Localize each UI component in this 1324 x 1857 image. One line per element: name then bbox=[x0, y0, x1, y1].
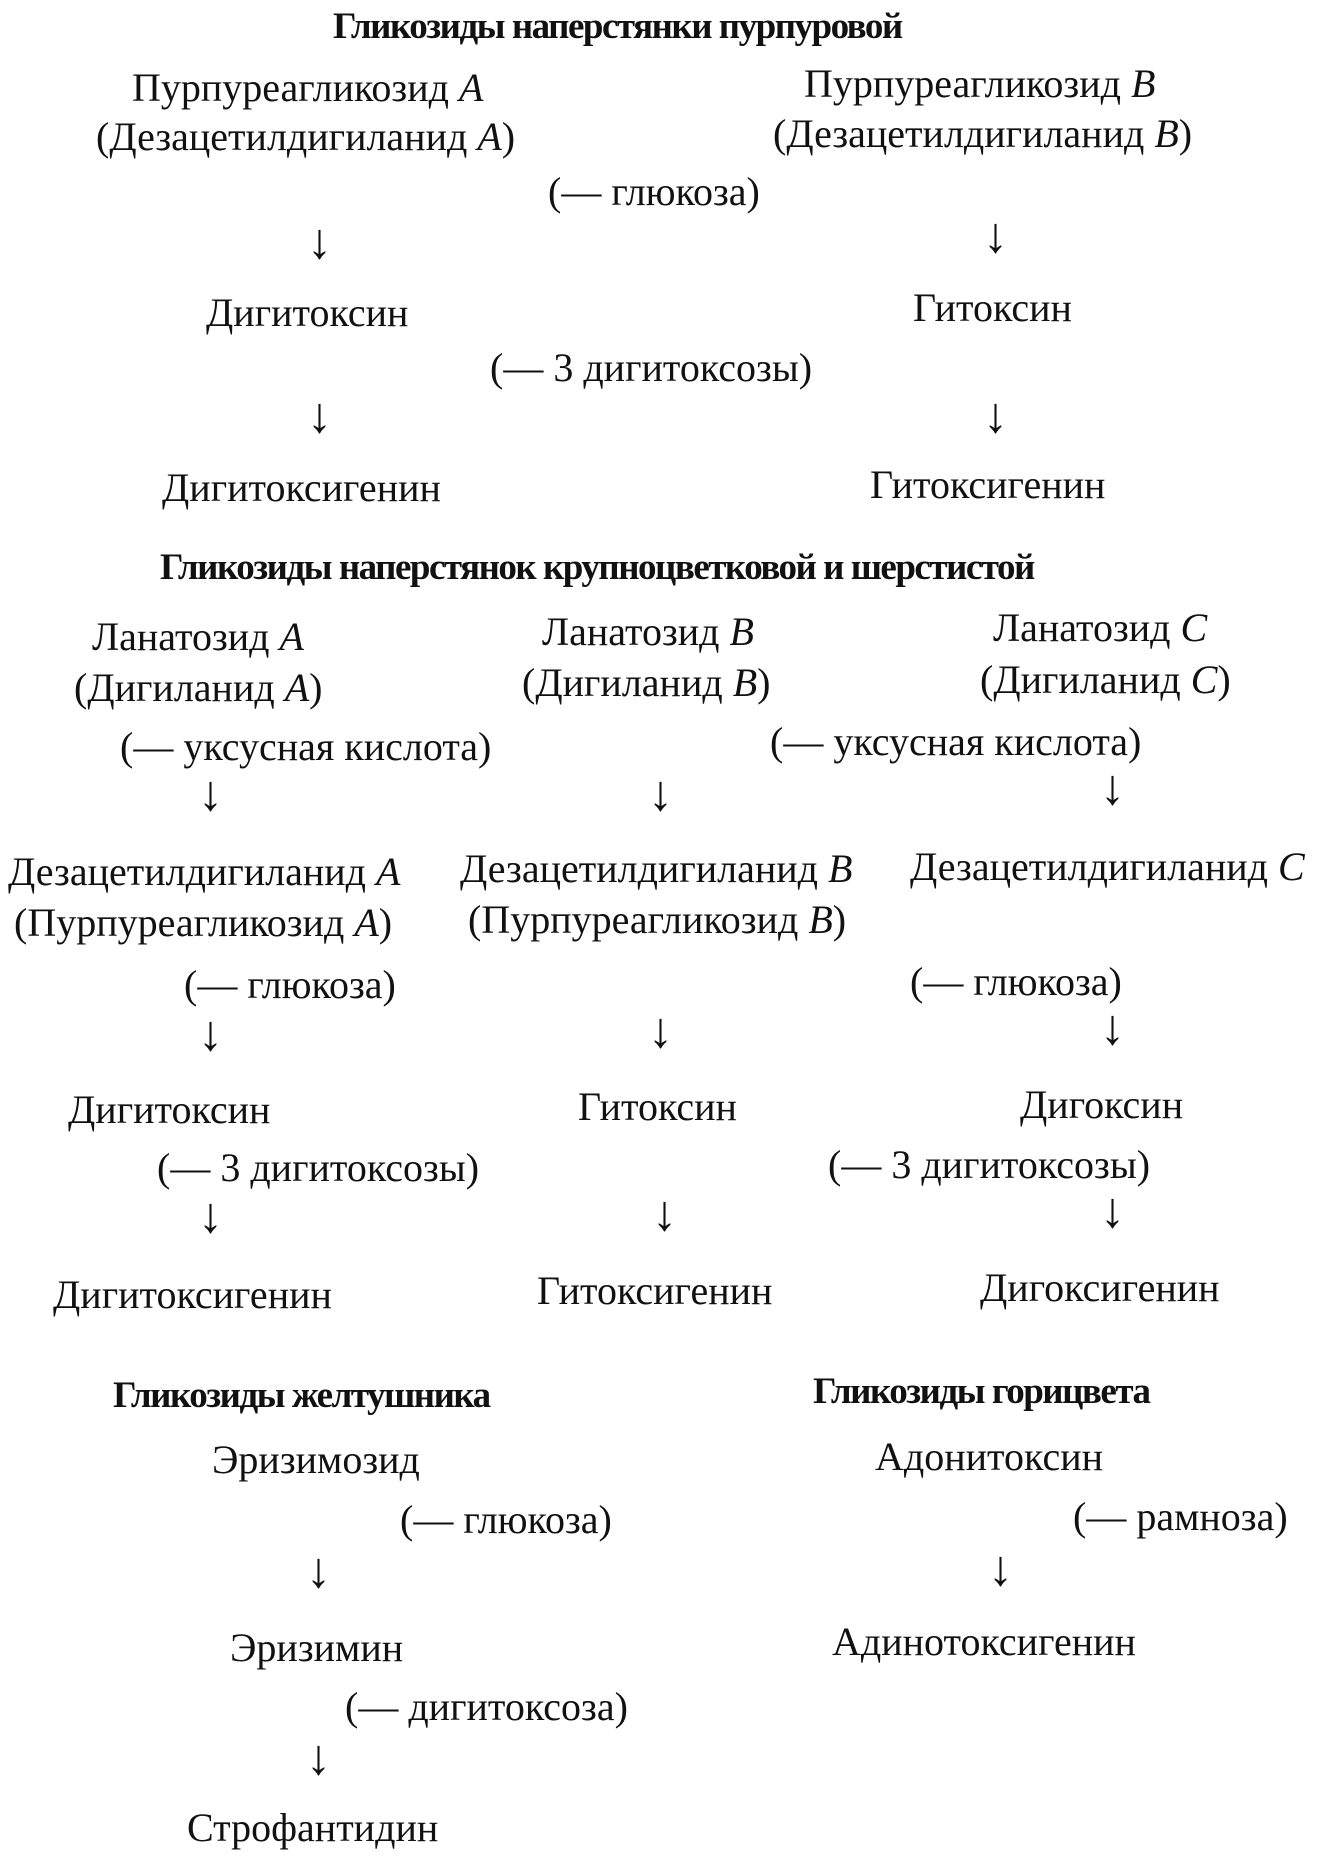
desacetyldigilanide-c bbox=[910, 844, 1305, 889]
desacetyldigilanide-b-letter: B bbox=[828, 846, 853, 891]
section2-title: Гликозиды наперстянок крупноцветковой и шерстистой bbox=[160, 547, 1034, 588]
s4-arrow-1: ↓ bbox=[988, 1540, 1013, 1596]
s2b-arrow-2: ↓ bbox=[648, 1002, 673, 1058]
purpurea-glycoside-a-letter: A bbox=[459, 65, 484, 110]
lanatoside-b-synonym-name: (Дигиланид bbox=[522, 660, 723, 705]
s2c-arrow-3: ↓ bbox=[1100, 1182, 1125, 1238]
s2a-digitoxose-removal-label: (— 3 дигитоксозы) bbox=[157, 1145, 480, 1190]
s2a-digitoxin: Дигитоксин bbox=[68, 1087, 271, 1132]
purpurea-glycoside-a-synonym: (Дезацетилдигиланид A) bbox=[96, 114, 516, 159]
desacetyldigilanide-a-letter: A bbox=[376, 849, 401, 894]
desacetyldigilanide-a-name: Дезацетилдигиланид bbox=[8, 849, 367, 894]
lanatoside-c-synonym-letter: C bbox=[1190, 657, 1218, 702]
adonitoxin: Адонитоксин bbox=[875, 1434, 1104, 1479]
erysimin: Эризимин bbox=[230, 1625, 404, 1670]
purpurea-glycoside-b-synonym-letter: B bbox=[1154, 111, 1179, 156]
purpurea-glycoside-b-letter: B bbox=[1131, 61, 1156, 106]
desacetyldigilanide-a-synonym-letter: A bbox=[354, 900, 379, 945]
s2c-digitoxose-removal-label: (— 3 дигитоксозы) bbox=[828, 1142, 1151, 1187]
s2a-glucose-removal-label: (— глюкоза) bbox=[184, 962, 396, 1007]
s2c-glucose-removal-label: (— глюкоза) bbox=[910, 959, 1122, 1004]
s1-left-arrow-2: ↓ bbox=[307, 387, 332, 443]
desacetyldigilanide-a-synonym-name: (Пурпуреагликозид bbox=[14, 900, 345, 945]
s2a-acetic-acid-removal-label: (— уксусная кислота) bbox=[120, 724, 492, 769]
s2c-acetic-acid-removal-label: (— уксусная кислота) bbox=[770, 719, 1142, 764]
lanatoside-c-name: Ланатозид bbox=[993, 605, 1171, 650]
lanatoside-b-synonym: (Дигиланид B) bbox=[522, 660, 771, 705]
s2a-digitoxigenin: Дигитоксигенин bbox=[53, 1272, 332, 1317]
desacetyldigilanide-b-synonym-letter: B bbox=[808, 897, 833, 942]
s2a-arrow-1: ↓ bbox=[198, 765, 223, 821]
s2c-digoxigenin: Дигоксигенин bbox=[980, 1265, 1220, 1310]
desacetyldigilanide-c-name: Дезацетилдигиланид bbox=[910, 844, 1269, 889]
lanatoside-b bbox=[542, 609, 754, 654]
s2c-arrow-1: ↓ bbox=[1100, 759, 1125, 815]
s2b-gitoxigenin: Гитоксигенин bbox=[537, 1268, 773, 1313]
lanatoside-b-letter: B bbox=[729, 609, 754, 654]
s1-right-arrow-2: ↓ bbox=[983, 387, 1008, 443]
s1-digitoxigenin: Дигитоксигенин bbox=[162, 465, 441, 510]
section4-title: Гликозиды горицвета bbox=[813, 1371, 1150, 1412]
purpurea-glycoside-b-synonym: (Дезацетилдигиланид B) bbox=[773, 111, 1193, 156]
s2a-arrow-2: ↓ bbox=[198, 1005, 223, 1061]
desacetyldigilanide-b-synonym: (Пурпуреагликозид B) bbox=[468, 897, 847, 942]
lanatoside-a-synonym-letter: A bbox=[284, 665, 310, 710]
s1-right-arrow-1: ↓ bbox=[983, 207, 1008, 263]
lanatoside-a-synonym-name: (Дигиланид bbox=[74, 665, 275, 710]
desacetyldigilanide-c-letter: C bbox=[1278, 844, 1305, 889]
lanatoside-c-letter: C bbox=[1180, 605, 1208, 650]
lanatoside-c bbox=[993, 605, 1208, 650]
lanatoside-b-synonym-letter: B bbox=[732, 660, 758, 705]
s2c-arrow-2: ↓ bbox=[1100, 999, 1125, 1055]
desacetyldigilanide-b-synonym-name: (Пурпуреагликозид bbox=[468, 897, 799, 942]
s2b-gitoxin: Гитоксин bbox=[578, 1084, 737, 1129]
purpurea-glycoside-a-synonym-letter: A bbox=[477, 114, 502, 159]
strophanthidin: Строфантидин bbox=[187, 1805, 439, 1850]
lanatoside-b-name: Ланатозид bbox=[542, 609, 720, 654]
adonitoxigenin: Адинотоксигенин bbox=[832, 1619, 1136, 1664]
s1-left-arrow-1: ↓ bbox=[307, 213, 332, 269]
s1-digitoxin: Дигитоксин bbox=[206, 290, 409, 335]
purpurea-glycoside-a-name: Пурпуреагликозид bbox=[132, 65, 449, 110]
lanatoside-a-synonym: (Дигиланид A) bbox=[74, 665, 323, 710]
s1-digitoxose-removal-label: (— 3 дигитоксозы) bbox=[490, 345, 813, 390]
section1-title: Гликозиды наперстянки пурпуровой bbox=[333, 6, 902, 47]
s1-gitoxigenin: Гитоксигенин bbox=[870, 462, 1106, 507]
purpurea-glycoside-a bbox=[132, 65, 484, 110]
lanatoside-a bbox=[92, 614, 304, 659]
desacetyldigilanide-b bbox=[460, 846, 853, 891]
s1-gitoxin: Гитоксин bbox=[913, 285, 1072, 330]
lanatoside-c-synonym: (Дигиланид C) bbox=[980, 657, 1231, 702]
s3-glucose-removal-label: (— глюкоза) bbox=[400, 1497, 612, 1542]
purpurea-glycoside-b-synonym-name: (Дезацетилдигиланид bbox=[773, 111, 1145, 156]
s1-glucose-removal-label: (— глюкоза) bbox=[548, 169, 760, 214]
desacetyldigilanide-a bbox=[8, 849, 401, 894]
s3-arrow-2: ↓ bbox=[306, 1729, 331, 1785]
purpurea-glycoside-b bbox=[804, 61, 1156, 106]
s4-rhamnose-removal-label: (— рамноза) bbox=[1073, 1494, 1288, 1539]
erysimoside: Эризимозид bbox=[212, 1437, 420, 1482]
section3-title: Гликозиды желтушника bbox=[113, 1375, 490, 1416]
s2a-arrow-3: ↓ bbox=[198, 1187, 223, 1243]
purpurea-glycoside-a-synonym-name: (Дезацетилдигиланид bbox=[96, 114, 468, 159]
s2b-arrow-1: ↓ bbox=[648, 765, 673, 821]
lanatoside-a-letter: A bbox=[279, 614, 304, 659]
desacetyldigilanide-b-name: Дезацетилдигиланид bbox=[460, 846, 819, 891]
lanatoside-a-name: Ланатозид bbox=[92, 614, 270, 659]
s2c-digoxin: Дигоксин bbox=[1020, 1082, 1184, 1127]
lanatoside-c-synonym-name: (Дигиланид bbox=[980, 657, 1181, 702]
s3-arrow-1: ↓ bbox=[306, 1542, 331, 1598]
desacetyldigilanide-a-synonym: (Пурпуреагликозид A) bbox=[14, 900, 393, 945]
s3-digitoxose-removal-label: (— дигитоксоза) bbox=[345, 1684, 628, 1729]
s2b-arrow-3: ↓ bbox=[652, 1185, 677, 1241]
purpurea-glycoside-b-name: Пурпуреагликозид bbox=[804, 61, 1121, 106]
